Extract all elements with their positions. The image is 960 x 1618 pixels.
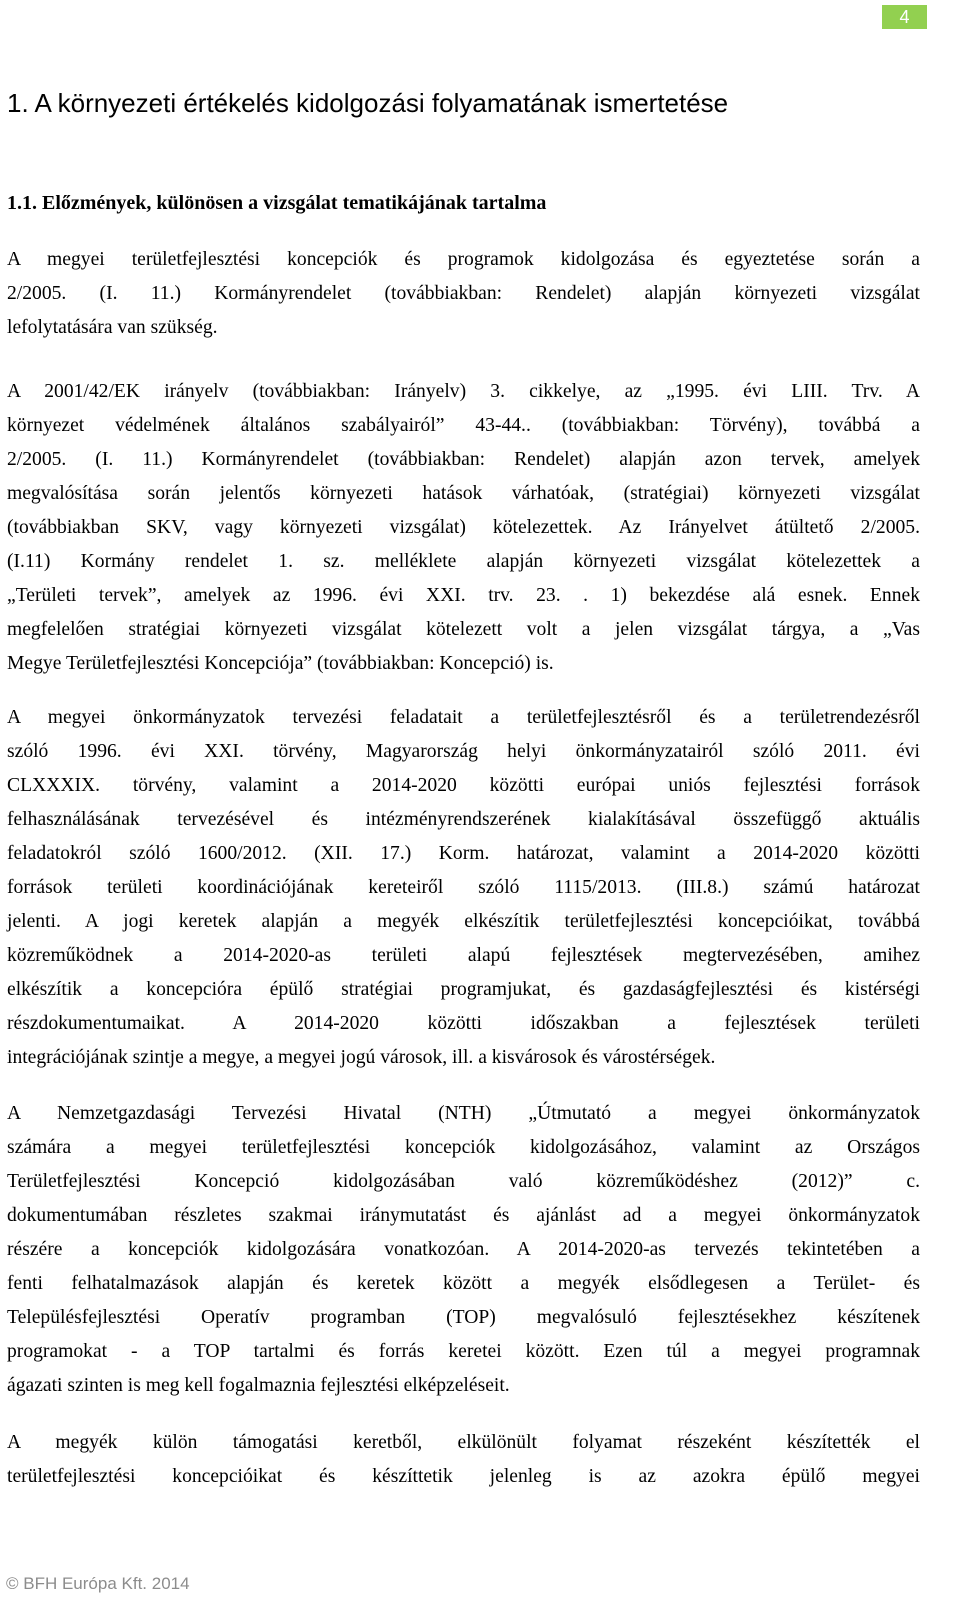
paragraph-line: részdokumentumaikat. A 2014-2020 közötti időszakban a fejlesztések területi (7, 1013, 920, 1034)
page-number-badge: 4 (882, 5, 927, 29)
paragraph-line: szóló 1996. évi XXI. törvény, Magyarország helyi önkormányzatairól szóló 2011. évi (7, 741, 920, 762)
paragraph-line: A megyei önkormányzatok tervezési feladatait a területfejlesztésről és a területrendezésről (7, 707, 920, 728)
paragraph-line: környezet védelmének általános szabályairól” 43-44.. (továbbiakban: Törvény), továbbá a (7, 415, 920, 436)
paragraph-line: 2/2005. (I. 11.) Kormányrendelet (továbbiakban: Rendelet) alapján környezeti vizsgálat (7, 283, 920, 304)
paragraph-line: (I.11) Kormány rendelet 1. sz. melléklete alapján környezeti vizsgálat kötelezettek a (7, 551, 920, 572)
footer-copyright: © BFH Európa Kft. 2014 (6, 1574, 190, 1593)
paragraph-line: Területfejlesztési Koncepció kidolgozásában való közreműködéshez (2012)” c. (7, 1171, 920, 1192)
paragraph-line: megfelelően stratégiai környezeti vizsgálat kötelezett volt a jelen vizsgálat tárgya, a „Vas (7, 619, 920, 640)
paragraph-line: A Nemzetgazdasági Tervezési Hivatal (NTH) „Útmutató a megyei önkormányzatok (7, 1103, 920, 1124)
paragraph-line: közreműködnek a 2014-2020-as területi alapú fejlesztések megtervezésében, amihez (7, 945, 920, 966)
paragraph-line: megvalósítása során jelentős környezeti hatások várhatóak, (stratégiai) környezeti vizsgálat (7, 483, 920, 504)
chapter-heading: 1. A környezeti értékelés kidolgozási folyamatának ismertetése (7, 88, 729, 118)
paragraph-line: 2/2005. (I. 11.) Kormányrendelet (továbbiakban: Rendelet) alapján azon tervek, amelyek (7, 449, 920, 470)
paragraph-line: források területi koordinációjának kereteiről szóló 1115/2013. (III.8.) számú határozat (7, 877, 920, 898)
paragraph-line: fenti felhatalmazások alapján és keretek között a megyék elsődlegesen a Terület- és (7, 1273, 920, 1294)
paragraph-line: jelenti. A jogi keretek alapján a megyék elkészítik területfejlesztési koncepcióikat, továbbá (7, 911, 920, 932)
paragraph-line: (továbbiakban SKV, vagy környezeti vizsgálat) kötelezettek. Az Irányelvet átültető 2/2005. (7, 517, 920, 538)
paragraph-line: CLXXXIX. törvény, valamint a 2014-2020 közötti európai uniós fejlesztési források (7, 775, 920, 796)
paragraph-line: integrációjának szintje a megye, a megyei jogú városok, ill. a kisvárosok és várostérségek. (7, 1047, 716, 1068)
paragraph-line: számára a megyei területfejlesztési koncepciók kidolgozásához, valamint az Országos (7, 1137, 920, 1158)
paragraph-4 (7, 1097, 920, 1403)
paragraph-line: lefolytatására van szükség. (7, 317, 218, 338)
paragraph-5 (7, 1426, 920, 1494)
paragraph-line: A megyék külön támogatási keretből, elkülönült folyamat részeként készítették el (7, 1432, 920, 1453)
paragraph-line: feladatokról szóló 1600/2012. (XII. 17.) Korm. határozat, valamint a 2014-2020 közötti (7, 843, 920, 864)
paragraph-line: Megye Területfejlesztési Koncepciója” (továbbiakban: Koncepció) is. (7, 653, 554, 674)
paragraph-1 (7, 243, 920, 345)
paragraph-line: elkészítik a koncepcióra épülő stratégiai programjukat, és gazdaságfejlesztési és kistérségi (7, 979, 920, 1000)
paragraph-line: Településfejlesztési Operatív programban (TOP) megvalósuló fejlesztésekhez készítenek (7, 1307, 920, 1328)
paragraph-line: A megyei területfejlesztési koncepciók és programok kidolgozása és egyeztetése során a (7, 249, 920, 270)
paragraph-line: részére a koncepciók kidolgozására vonatkozóan. A 2014-2020-as tervezés tekintetében a (7, 1239, 920, 1260)
paragraph-line: dokumentumában részletes szakmai iránymutatást és ajánlást ad a megyei önkormányzatok (7, 1205, 920, 1226)
paragraph-line: ágazati szinten is meg kell fogalmaznia fejlesztési elképzeléseit. (7, 1375, 510, 1396)
paragraph-line: „Területi tervek”, amelyek az 1996. évi XXI. trv. 23. . 1) bekezdése alá esnek. Ennek (7, 585, 920, 606)
paragraph-line: területfejlesztési koncepcióikat és készíttetik jelenleg is az azokra épülő megyei (7, 1466, 920, 1487)
paragraph-line: programokat - a TOP tartalmi és forrás keretei között. Ezen túl a megyei programnak (7, 1341, 920, 1362)
paragraph-3 (7, 701, 920, 1075)
paragraph-2 (7, 375, 920, 681)
paragraph-line: A 2001/42/EK irányelv (továbbiakban: Irányelv) 3. cikkelye, az „1995. évi LIII. Trv. A (7, 381, 920, 402)
section-heading: 1.1. Előzmények, különösen a vizsgálat tematikájának tartalma (7, 192, 547, 214)
paragraph-line: felhasználásának tervezésével és intézményrendszerének kialakításával összefüggő aktuális (7, 809, 920, 830)
